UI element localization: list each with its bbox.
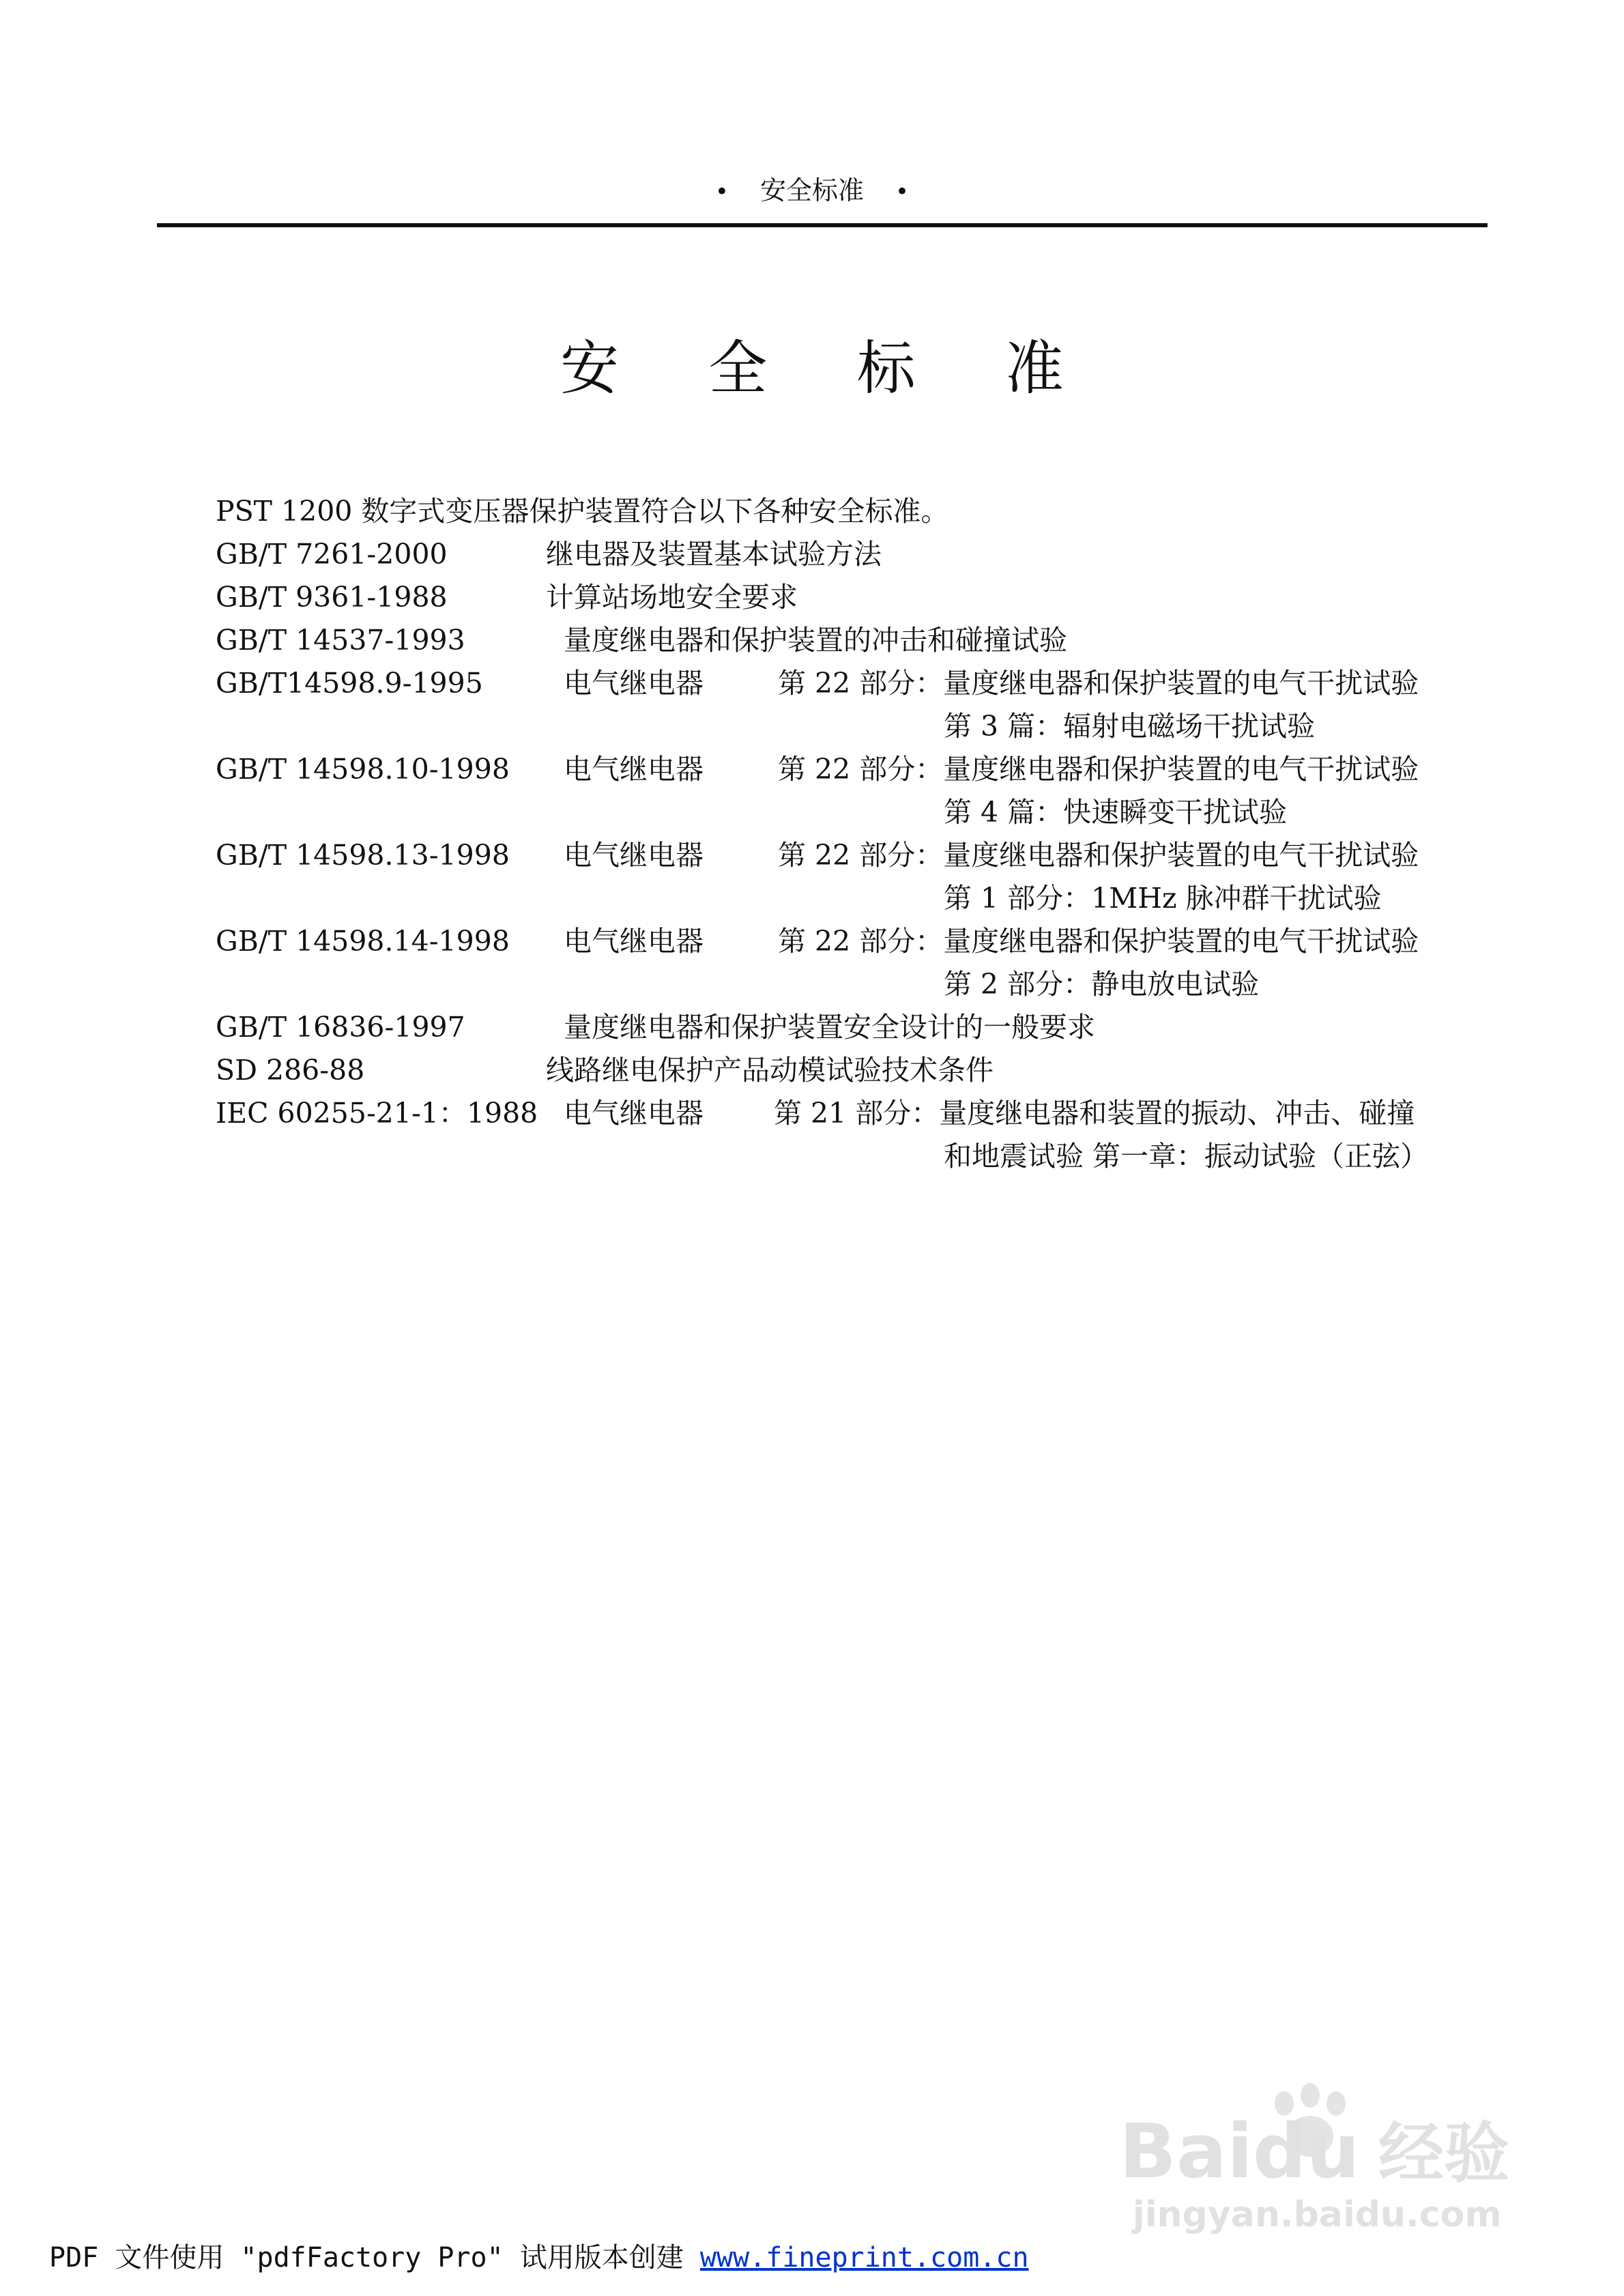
standard-part: 第 22 部分：量度继电器和保护装置的电气干扰试验 — [778, 925, 1419, 958]
pdf-footer — [49, 2244, 1029, 2271]
watermark-domain: jingyan.baidu.com — [1133, 2194, 1502, 2235]
standard-subpart: 第 4 篇：快速瞬变干扰试验 — [944, 796, 1288, 829]
standard-group: 电气继电器 — [564, 667, 704, 700]
standard-code: GB/T 16836-1997 — [216, 1011, 465, 1044]
standard-part: 第 22 部分：量度继电器和保护装置的电气干扰试验 — [778, 753, 1419, 786]
intro-text: PST 1200 数字式变压器保护装置符合以下各种安全标准。 — [216, 495, 949, 528]
standard-code: SD 286-88 — [216, 1054, 365, 1087]
standard-name: 继电器及装置基本试验方法 — [546, 538, 882, 571]
standard-part: 第 22 部分：量度继电器和保护装置的电气干扰试验 — [778, 839, 1419, 872]
standard-code: GB/T 14598.10-1998 — [216, 753, 510, 786]
standard-group: 电气继电器 — [564, 753, 704, 786]
standard-subpart: 第 3 篇：辐射电磁场干扰试验 — [944, 710, 1316, 743]
footer-link[interactable]: www.fineprint.com.cn — [699, 2242, 1029, 2273]
header-rule — [157, 223, 1488, 227]
footer-text: PDF 文件使用 "pdfFactory Pro" 试用版本创建 — [49, 2242, 684, 2273]
header-bullet-left: • — [714, 178, 729, 205]
standard-code: GB/T 14598.13-1998 — [216, 839, 510, 872]
standard-code: IEC 60255-21-1：1988 — [216, 1097, 538, 1130]
watermark-brand: Baidu — [1119, 2108, 1360, 2195]
page-title: 安 全 标 准 — [560, 334, 1099, 403]
running-header — [0, 169, 1624, 207]
standard-code: GB/T 7261-2000 — [216, 538, 448, 571]
baidu-jingyan-watermark — [1105, 2075, 1542, 2239]
standard-code: GB/T 14537-1993 — [216, 624, 465, 657]
standard-name: 线路继电保护产品动模试验技术条件 — [546, 1054, 994, 1087]
watermark-product: 经验 — [1378, 2115, 1509, 2192]
standard-name: 量度继电器和保护装置的冲击和碰撞试验 — [564, 624, 1067, 657]
standard-name: 量度继电器和保护装置安全设计的一般要求 — [564, 1011, 1095, 1044]
standard-group: 电气继电器 — [564, 839, 704, 872]
standard-part: 第 22 部分：量度继电器和保护装置的电气干扰试验 — [778, 667, 1419, 700]
standard-group: 电气继电器 — [564, 925, 704, 958]
header-title: 安全标准 — [759, 175, 864, 205]
standard-code: GB/T 9361-1988 — [216, 581, 448, 614]
standard-subpart: 第 2 部分：静电放电试验 — [944, 968, 1260, 1001]
standard-code: GB/T14598.9-1995 — [216, 667, 483, 700]
standard-code: GB/T 14598.14-1998 — [216, 925, 510, 958]
standard-group: 电气继电器 — [564, 1097, 704, 1130]
standard-name: 计算站场地安全要求 — [546, 581, 798, 614]
standard-part: 第 21 部分：量度继电器和装置的振动、冲击、碰撞 — [774, 1097, 1415, 1130]
standard-subpart: 第 1 部分：1MHz 脉冲群干扰试验 — [944, 882, 1382, 915]
header-bullet-right: • — [895, 178, 910, 205]
standard-subpart: 和地震试验 第一章：振动试验（正弦） — [944, 1140, 1429, 1173]
